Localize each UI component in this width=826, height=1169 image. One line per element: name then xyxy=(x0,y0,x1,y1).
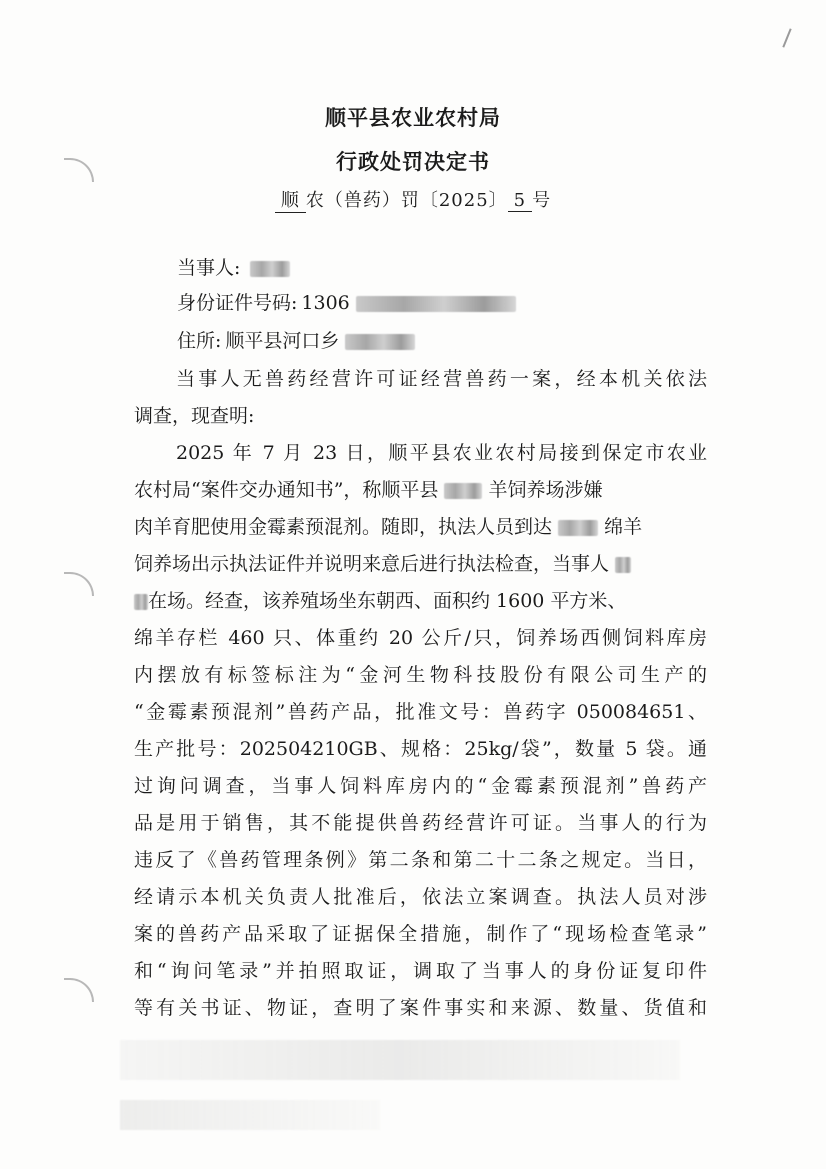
body-line: 绵羊存栏 460 只、体重约 20 公斤/只，饲养场西侧饲料库房 xyxy=(134,627,707,649)
body-line: 生产批号：202504210GB、规格：25kg/袋”，数量 5 袋。通 xyxy=(134,738,707,760)
body-line: 等有关书证、物证，查明了案件事实和来源、数量、货值和 xyxy=(134,997,707,1019)
body-line: 调查，现查明: xyxy=(134,405,255,427)
body-text-segment: 饲养场出示执法证件并说明来意后进行执法检查，当事人 xyxy=(134,553,610,575)
body-line: 2025 年 7 月 23 日，顺平县农业农村局接到保定市农业 xyxy=(176,442,707,464)
body-text-segment: 肉羊育肥使用金霉素预混剂。随即，执法人员到达 xyxy=(134,516,553,538)
redacted-name xyxy=(615,557,631,573)
body-line-with-redaction xyxy=(134,549,707,579)
body-line: 当事人无兽药经营许可证经营兽药一案，经本机关依法 xyxy=(176,368,707,390)
redacted-name xyxy=(250,261,290,277)
body-line: 案的兽药产品采取了证据保全措施，制作了“现场检查笔录” xyxy=(134,923,707,945)
party-id-visible: 1306 xyxy=(301,292,350,314)
body-text-segment: 羊饲养场涉嫌 xyxy=(488,479,603,501)
party-name-label: 当事人: xyxy=(177,257,241,279)
redacted-address xyxy=(345,334,415,350)
doc-number-middle: 农（兽药）罚〔2025〕 xyxy=(305,190,508,211)
body-line-with-redaction xyxy=(134,586,707,616)
document-type-title: 行政处罚决定书 xyxy=(336,149,490,174)
bleed-through-shadow xyxy=(120,1100,380,1130)
party-address-label: 住所: xyxy=(177,330,222,352)
body-text-segment: 农村局“案件交办通知书”，称顺平县 xyxy=(134,479,439,501)
party-address-row xyxy=(177,327,415,355)
bleed-through-shadow xyxy=(120,1040,680,1080)
body-line: 违反了《兽药管理条例》第二条和第二十二条之规定。当日， xyxy=(134,849,707,871)
body-line: 品是用于销售，其不能提供兽药经营许可证。当事人的行为 xyxy=(134,812,707,834)
redacted-name xyxy=(558,520,598,536)
body-line: 过询问调查，当事人饲料库房内的“金霉素预混剂”兽药产 xyxy=(134,775,707,797)
party-id-row xyxy=(177,289,516,317)
body-line: 内摆放有标签标注为“金河生物科技股份有限公司生产的 xyxy=(134,664,707,686)
body-line: 经请示本机关负责人批准后，依法立案调查。执法人员对涉 xyxy=(134,886,707,908)
redacted-name xyxy=(134,594,148,610)
document-number xyxy=(0,186,826,213)
punch-hole-mark xyxy=(64,978,94,1002)
body-text-segment: 在场。经查，该养殖场坐东朝西、面积约 1600 平方米、 xyxy=(148,590,627,612)
pen-mark xyxy=(782,28,791,47)
doc-number-prefix: 顺 xyxy=(275,186,306,213)
body-text-segment: 绵羊 xyxy=(604,516,643,538)
party-address-visible: 顺平县河口乡 xyxy=(225,330,340,352)
punch-hole-mark xyxy=(64,572,94,596)
party-name-row xyxy=(177,254,290,282)
body-line: 和“询问笔录”并拍照取证，调取了当事人的身份证复印件 xyxy=(134,960,707,982)
redacted-name xyxy=(444,483,482,499)
body-line-with-redaction xyxy=(134,512,707,542)
doc-number-suffix: 号 xyxy=(532,190,552,211)
body-line-with-redaction xyxy=(134,475,707,505)
agency-title: 顺平县农业农村局 xyxy=(325,105,501,130)
doc-number-value: 5 xyxy=(508,190,532,212)
body-line: “金霉素预混剂”兽药产品，批准文号：兽药字 050084651、 xyxy=(134,701,707,723)
party-id-label: 身份证件号码: xyxy=(177,292,298,314)
redacted-id xyxy=(356,296,516,312)
